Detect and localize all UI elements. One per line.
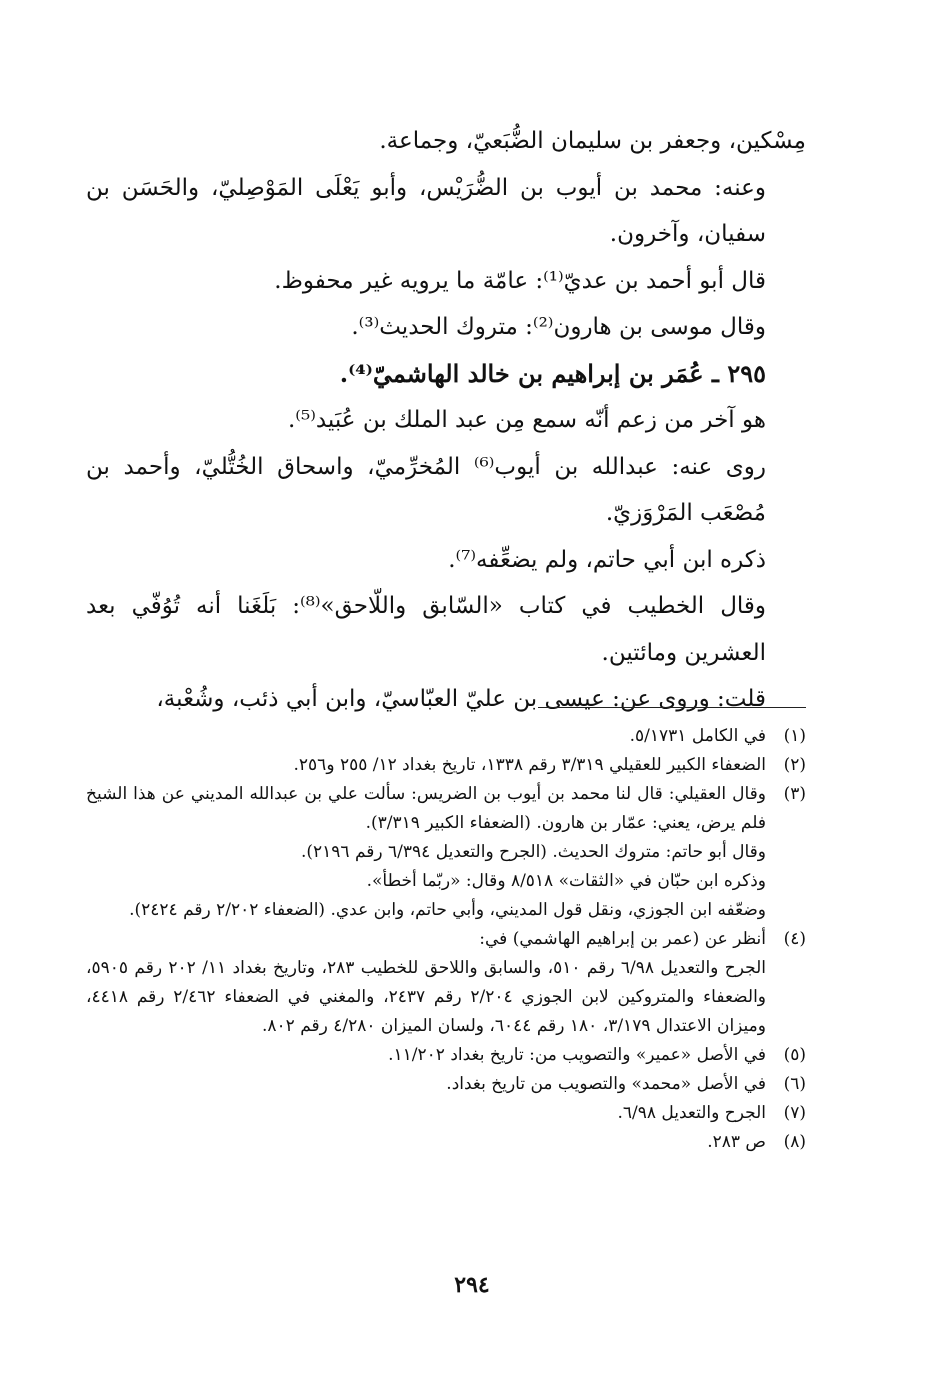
footnote-line: الجرح والتعديل ٦/٩٨ رقم ٥١٠، والسابق واللاحق للخطيب ٢٨٣، وتاريخ بغداد ١١/ ٢٠٢ رقم ٥٩٠٥، والضعفاء والمتروكين لابن الجوزي ٢/٢٠٤ رقم ٢٤٣٧، والمغني في الضعفاء ٢/٤٦٢ رقم ٤٤١٨، وميزان الاعتدال ٣/١٧٩، ١٨٠ رقم ٦٠٤٤، ولسان الميزان ٤/٢٨٠ رقم ٨٠٢. bbox=[86, 958, 766, 1036]
paragraph: هو آخر من زعم أنّه سمع مِن عبد الملك بن عُبَيد⁽⁵⁾. bbox=[287, 407, 766, 433]
footnote bbox=[86, 1041, 806, 1070]
footnote-number: (٨) bbox=[783, 1132, 806, 1152]
footnote-separator bbox=[538, 707, 806, 708]
paragraph: قال أبو أحمد بن عديّ⁽¹⁾: عامّة ما يرويه غير محفوظ. bbox=[274, 267, 766, 294]
footnote-number: (٥) bbox=[783, 1045, 806, 1065]
footnote-number: (٤) bbox=[783, 929, 806, 949]
footnote-number: (٣) bbox=[783, 784, 806, 804]
main-text bbox=[86, 118, 806, 723]
footnote bbox=[86, 1099, 806, 1128]
footnote-line: وذكره ابن حبّان في «الثقات» ٨/٥١٨ وقال: «ربّما أخطأ». bbox=[366, 871, 766, 891]
page-number: ٢٩٤ bbox=[454, 1272, 490, 1298]
footnote-number: (٦) bbox=[783, 1074, 806, 1094]
footnote-line: أنظر عن (عمر بن إبراهيم الهاشمي) في: bbox=[479, 929, 766, 949]
paragraph: ذكره ابن أبي حاتم، ولم يضعِّفه⁽⁷⁾. bbox=[448, 546, 766, 573]
footnote-line: في الأصل «عمير» والتصويب من: تاريخ بغداد ١١/٢٠٢. bbox=[388, 1045, 766, 1065]
footnote-line: الضعفاء الكبير للعقيلي ٣/٣١٩ رقم ١٣٣٨، تاريخ بغداد ١٢/ ٢٥٥ و٢٥٦. bbox=[293, 755, 766, 775]
footnote-line: وقال أبو حاتم: متروك الحديث. (الجرح والتعديل ٦/٣٩٤ رقم ٢١٩٦). bbox=[300, 842, 766, 862]
footnote bbox=[86, 925, 806, 1041]
footnote-line: وضعّفه ابن الجوزي، ونقل قول المديني، وأبي حاتم، وابن عدي. (الضعفاء ٢/٢٠٢ رقم ٢٤٢٤). bbox=[129, 900, 766, 920]
footnote bbox=[86, 722, 806, 751]
footnote-line: الجرح والتعديل ٦/٩٨. bbox=[617, 1103, 766, 1123]
paragraph: مِسْكين، وجعفر بن سليمان الضُّبَعيّ، وجماعة. bbox=[379, 128, 806, 154]
footnote-number: (٢) bbox=[783, 755, 806, 775]
footnote bbox=[86, 751, 806, 780]
footnote bbox=[86, 1070, 806, 1099]
footnote-line: في الأصل «محمد» والتصويب من تاريخ بغداد. bbox=[446, 1074, 766, 1094]
footnote-line: في الكامل ٥/١٧٣١. bbox=[629, 726, 766, 746]
footnote bbox=[86, 1128, 806, 1157]
paragraph: روى عنه: عبدالله بن أيوب⁽⁶⁾ المُخرِّميّ، واسحاق الخُتُّليّ، وأحمد بن مُصْعَب المَرْوَزيّ. bbox=[86, 453, 766, 526]
footnote-number: (٧) bbox=[783, 1103, 806, 1123]
paragraph: وقال موسى بن هارون⁽²⁾: متروك الحديث⁽³⁾. bbox=[351, 314, 766, 340]
paragraph: قلت: وروى عن: عيسى بن عليّ العبّاسيّ، وابن أبي ذئب، وشُعْبة، bbox=[156, 686, 766, 712]
footnotes bbox=[86, 722, 806, 1157]
paragraph: وقال الخطيب في كتاب «السّابق واللّاحق»⁽⁸⁾: بَلَغَنا أنه تُوُفّي بعد العشرين ومائتين. bbox=[86, 593, 767, 666]
footnote-number: (١) bbox=[783, 726, 806, 746]
footnote-line: وقال العقيلي: قال لنا محمد بن أيوب بن الضريس: سألت علي بن عبدالله المديني عن هذا الشيخ فلم يرض، يعني: عمّار بن هارون. (الضعفاء الكبير ٣/٣١٩). bbox=[86, 784, 766, 833]
footnote-line: ص ٢٨٣. bbox=[707, 1132, 766, 1152]
footnote bbox=[86, 780, 806, 925]
entry-heading: ٢٩٥ ـ عُمَر بن إبراهيم بن خالد الهاشميّ⁽⁴⁾. bbox=[339, 358, 766, 388]
paragraph: وعنه: محمد بن أيوب بن الضُّرَيْس، وأبو يَعْلَى المَوْصِليّ، والحَسَن بن سفيان، وآخرون. bbox=[86, 174, 766, 247]
